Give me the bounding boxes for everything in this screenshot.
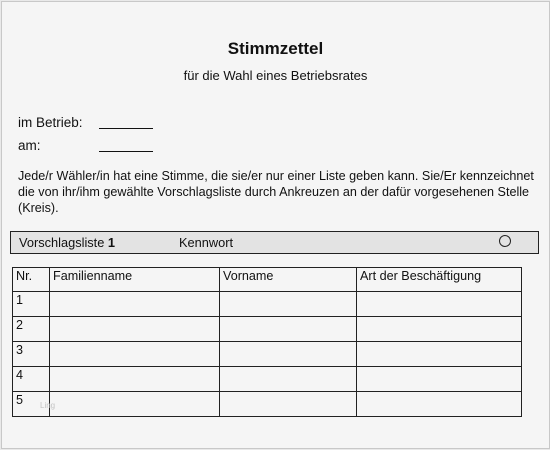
vorname-cell — [220, 342, 357, 367]
beschaeftigung-cell — [357, 342, 522, 367]
table-row — [13, 367, 522, 392]
vorname-cell — [220, 292, 357, 317]
vorschlagsliste-bar — [10, 231, 539, 254]
document-subtitle: für die Wahl eines Betriebsrates — [183, 68, 368, 83]
vorschlagsliste-label: Vorschlagsliste — [19, 235, 105, 250]
familienname-cell — [50, 367, 220, 392]
beschaeftigung-cell — [357, 392, 522, 417]
betrieb-label: im Betrieb: — [18, 115, 83, 130]
header-nr: Nr. — [13, 268, 50, 292]
row-number: 2 — [13, 317, 50, 342]
betrieb-blank-line — [99, 128, 153, 129]
vorname-cell — [220, 392, 357, 417]
row-number: 5 — [13, 392, 50, 417]
vorname-cell — [220, 367, 357, 392]
vorschlagsliste-heading — [19, 235, 115, 250]
familienname-cell — [50, 317, 220, 342]
table-row — [13, 317, 522, 342]
header-familienname: Familienname — [50, 268, 220, 292]
vorname-cell — [220, 317, 357, 342]
document-title: Stimmzettel — [227, 39, 324, 58]
table-row — [13, 292, 522, 317]
table-header-row — [13, 268, 522, 292]
kennwort-label: Kennwort — [179, 235, 234, 250]
familienname-cell — [50, 392, 220, 417]
vorschlagsliste-number: 1 — [107, 235, 116, 250]
row-number: 1 — [13, 292, 50, 317]
table-row — [13, 342, 522, 367]
familienname-cell — [50, 342, 220, 367]
date-blank-line — [99, 151, 153, 152]
beschaeftigung-cell — [357, 292, 522, 317]
watermark: Ling — [40, 401, 56, 410]
header-vorname: Vorname — [220, 268, 357, 292]
row-number: 3 — [13, 342, 50, 367]
beschaeftigung-cell — [357, 367, 522, 392]
row-number: 4 — [13, 367, 50, 392]
beschaeftigung-cell — [357, 317, 522, 342]
table-row — [13, 392, 522, 417]
vote-circle[interactable] — [499, 235, 511, 247]
header-beschaeftigung: Art der Beschäftigung — [357, 268, 522, 292]
familienname-cell — [50, 292, 220, 317]
voting-instructions: Jede/r Wähler/in hat eine Stimme, die sie/er nur einer Liste geben kann. Sie/Er kennzeichnet die von ihr/ihm gewählte Vorschlagsliste durch Ankreuzen an der dafür vorgesehenen Stelle (Kreis). — [18, 169, 534, 215]
candidate-table — [12, 267, 522, 417]
ballot-page — [1, 1, 550, 449]
date-label: am: — [18, 138, 41, 153]
